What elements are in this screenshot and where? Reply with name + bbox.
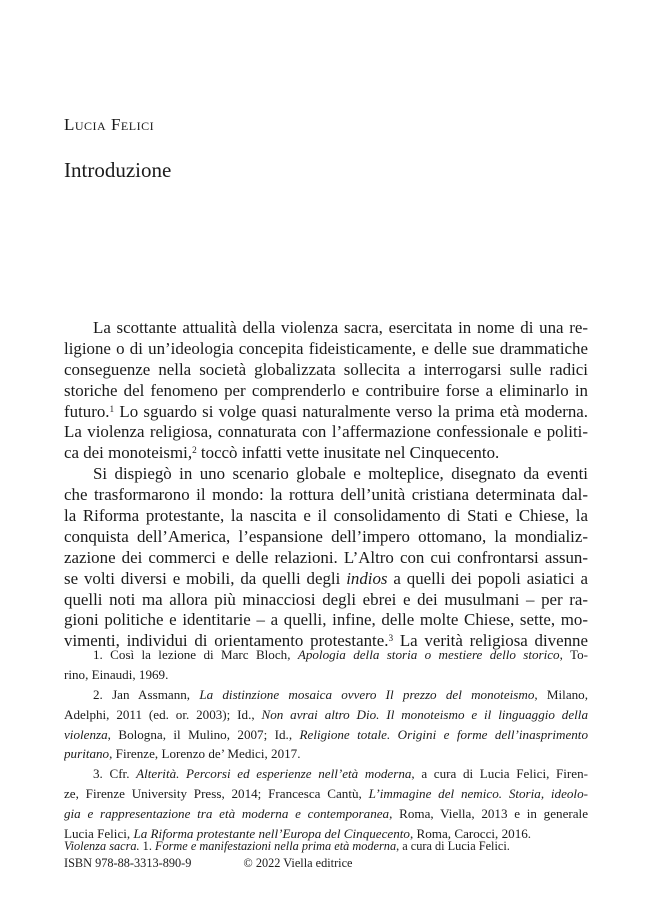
italic-text: Non avrai altro Dio. Il monoteismo e il linguaggio della [261, 706, 588, 722]
book-editor: , a cura di Lucia Felici. [396, 839, 510, 853]
footnote-line: gia e rappresentazione tra età moderna e contemporanea, Roma, Viella, 2013 e in generale [64, 806, 588, 822]
italic-text: violenza [64, 726, 108, 742]
body-text [64, 318, 588, 652]
footnotes [64, 645, 588, 844]
italic-text: L’immagine del nemico. Storia, ideolo- [368, 786, 588, 802]
book-citation [64, 838, 588, 855]
footnote-line: ze, Firenze University Press, 2014; Francesca Cantù, L’immagine del nemico. Storia, ideolo- [64, 786, 588, 802]
body-line: futuro.$^1$ Lo sguardo si volge quasi naturalmente verso la prima età moderna. [64, 401, 588, 421]
book-volume: 1. [142, 839, 155, 853]
footnote-line: puritano, Firenze, Lorenzo de’ Medici, 2017. [64, 746, 301, 762]
footnote-line: 3. Cfr. Alterità. Percorsi ed esperienze nell’età moderna, a cura di Lucia Felici, Firen- [93, 766, 588, 782]
italic-text: indios [346, 568, 388, 588]
body-line: se volti diversi e mobili, da quelli degli indios a quelli dei popoli asiatici a [64, 568, 588, 588]
book-title: Violenza sacra. [64, 839, 143, 853]
footnote-line: violenza, Bologna, il Mulino, 2007; Id., Religione totale. Origini e forme dell’inasprimento [64, 726, 588, 742]
italic-text: La distinzione mosaica ovvero Il prezzo del monoteismo [199, 686, 535, 702]
body-line: ca dei monoteismi,$^2$ toccò infatti vette inusitate nel Cinquecento. [64, 443, 500, 463]
body-line: conquista dell’America, l’espansione dell’impero ottomano, la mondializ- [64, 526, 588, 546]
footnote-ref[interactable]: 1 [109, 404, 115, 415]
body-line: la Riforma protestante, la nascita e il consolidamento di Stati e Chiese, la [64, 506, 588, 526]
body-line: conseguenze nella società globalizzata sollecita a interrogarsi sulle radici [64, 359, 588, 379]
isbn: ISBN 978-88-3313-890-9 [64, 856, 192, 870]
footnote-ref[interactable]: 3 [388, 634, 394, 645]
italic-text: gia e rappresentazione tra età moderna e contemporanea [64, 806, 390, 822]
body-line: vimenti, individui di orientamento protestante.$^3$ La verità religiosa divenne [64, 631, 588, 651]
copyright: © 2022 Viella editrice [243, 856, 353, 870]
footnote-line: 2. Jan Assmann, La distinzione mosaica ovvero Il prezzo del monoteismo, Milano, [93, 686, 588, 702]
body-line: gioni politiche e identitarie – a quelli, infine, delle molte Chiese, sette, mo- [64, 610, 588, 630]
body-line: quelli noti ma allora più minacciosi degli ebrei e dei musulmani – per ra- [64, 589, 588, 609]
book-info [64, 838, 588, 872]
body-line: Si dispiegò in uno scenario globale e molteplice, disegnato da eventi [93, 464, 588, 484]
footnote-line: Lucia Felici, La Riforma protestante nell’Europa del Cinquecento, Roma, Carocci, 2016. [64, 826, 532, 842]
book-publication [64, 855, 588, 872]
footnote-line: 1. Così la lezione di Marc Bloch, Apologia della storia o mestiere dello storico, To- [93, 647, 588, 662]
body-line: La scottante attualità della violenza sacra, esercitata in nome di una re- [93, 318, 588, 337]
book-subtitle: Forme e manifestazioni nella prima età moderna [154, 839, 397, 853]
italic-text: puritano [64, 746, 110, 762]
italic-text: La Riforma protestante nell’Europa del Cinquecento [133, 826, 410, 842]
body-line: storiche del fenomeno per comprenderlo e contribuire forse a eliminarlo in [64, 380, 588, 400]
footnote-line: Adelphi, 2011 (ed. or. 2003); Id., Non avrai altro Dio. Il monoteismo e il linguaggio della [64, 706, 588, 722]
footnote-ref[interactable]: 2 [192, 446, 197, 457]
body-line: zazione dei commerci e delle relazioni. L’Altro con cui confrontarsi assun- [64, 547, 588, 567]
chapter-title: Introduzione [64, 158, 172, 182]
italic-text: Alterità. Percorsi ed esperienze nell’età moderna [136, 766, 412, 782]
footnote-line: rino, Einaudi, 1969. [64, 666, 169, 682]
body-line: ligione o di un’ideologia concepita fideisticamente, e delle sue drammatiche [64, 338, 588, 358]
chapter-author: Lucia Felici [64, 115, 155, 134]
body-line: che trasformarono il mondo: la rottura dell’unità cristiana determinata dal- [64, 485, 588, 505]
body-line: La violenza religiosa, connaturata con l’affermazione confessionale e politi- [64, 422, 588, 442]
italic-text: Religione totale. Origini e forme dell’inasprimento [299, 726, 588, 742]
italic-text: Apologia della storia o mestiere dello storico [297, 647, 560, 662]
